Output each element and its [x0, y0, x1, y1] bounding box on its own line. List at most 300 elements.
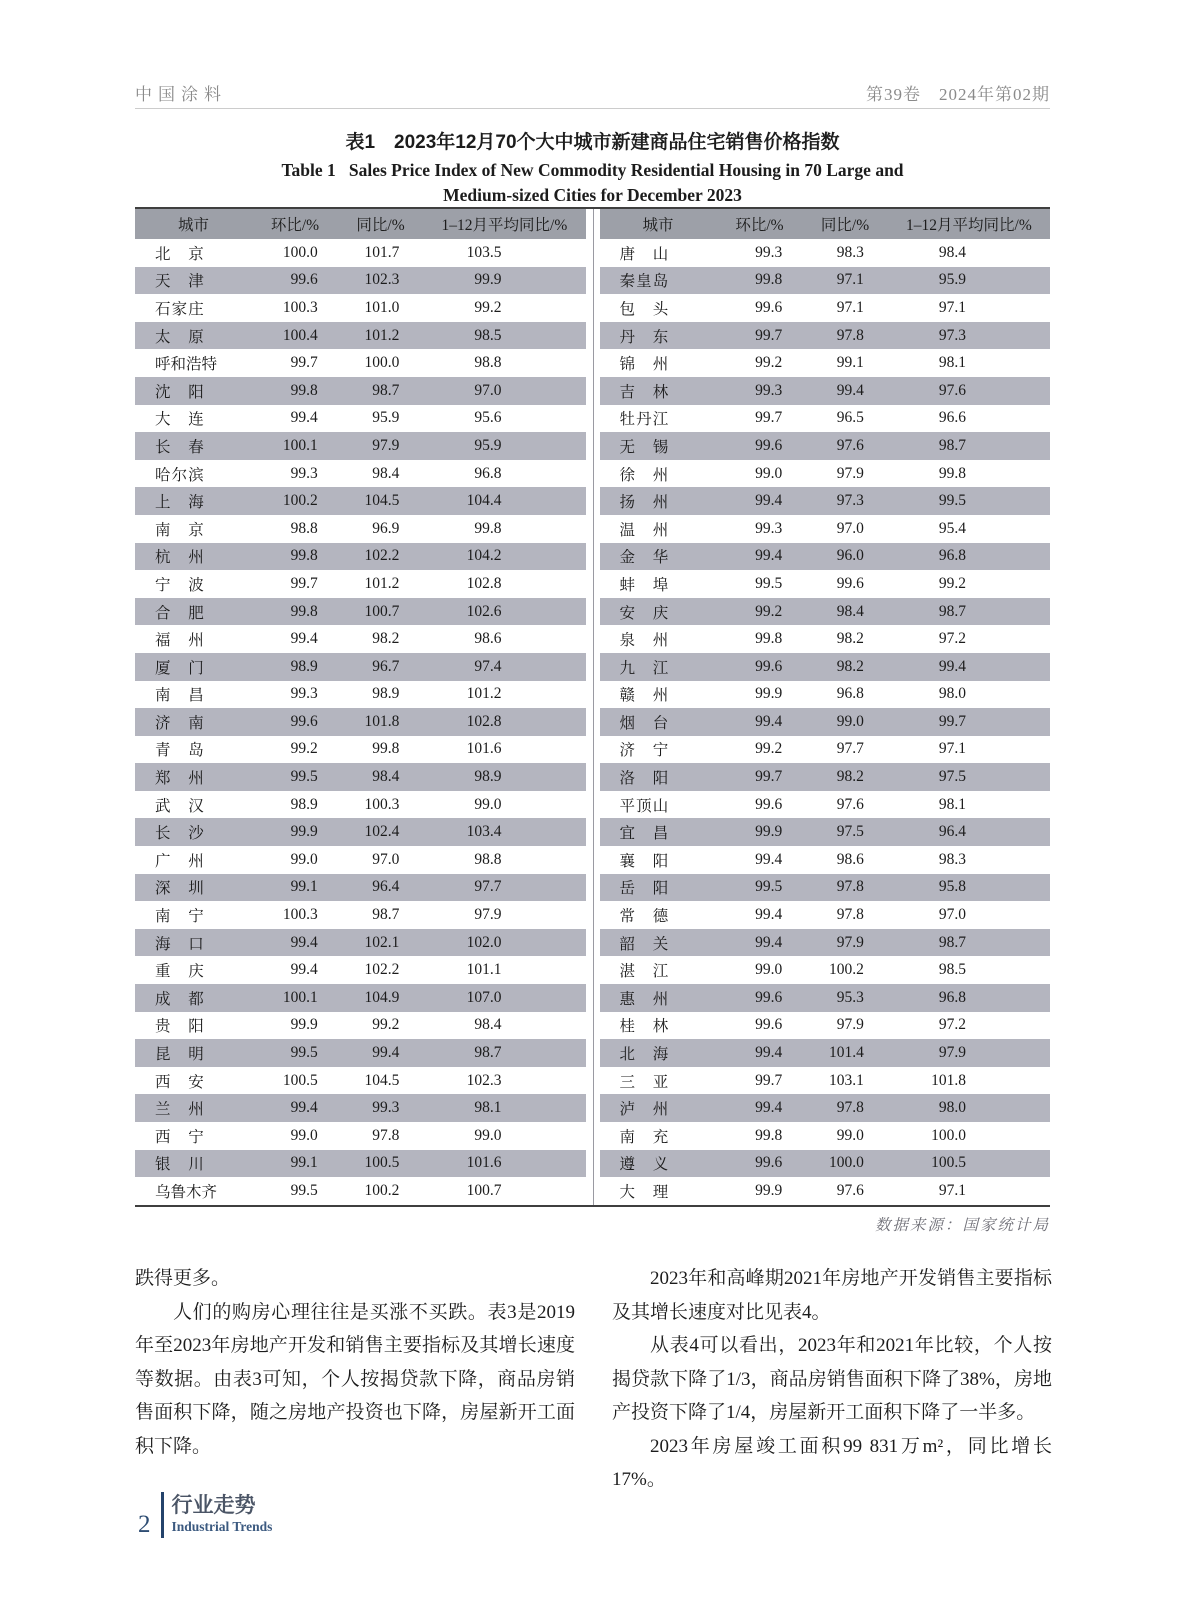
table-row — [600, 1177, 1051, 1205]
value-cell: 100.0 — [364, 354, 400, 372]
value-cell: 97.0 — [474, 381, 502, 399]
value-cell: 98.1 — [938, 354, 966, 372]
city-cell — [135, 929, 252, 957]
table-row — [600, 874, 1051, 902]
table-row — [135, 432, 586, 460]
table-row — [600, 460, 1051, 488]
table-row — [600, 1012, 1051, 1040]
table-row — [600, 1150, 1051, 1178]
city-cell — [600, 1150, 717, 1178]
value-cell: 99.4 — [755, 933, 783, 951]
city-cell — [600, 1177, 717, 1205]
value-cell: 100.3 — [282, 906, 318, 924]
value-cell: 95.6 — [474, 409, 502, 427]
table-row — [600, 681, 1051, 709]
table-row — [600, 349, 1051, 377]
value-cell: 103.4 — [466, 823, 502, 841]
table-row — [135, 984, 586, 1012]
table-row — [135, 791, 586, 819]
value-cell: 101.8 — [364, 712, 400, 730]
value-cell: 98.7 — [938, 602, 966, 620]
value-cell: 100.0 — [828, 1154, 864, 1172]
value-cell: 97.9 — [836, 464, 864, 482]
table-right-half — [593, 209, 1051, 1205]
value-cell: 97.3 — [836, 492, 864, 510]
value-cell: 97.9 — [836, 1016, 864, 1034]
table-row — [600, 322, 1051, 350]
table-title-zh: 表1 2023年12月70个大中城市新建商品住宅销售价格指数 — [345, 132, 840, 153]
value-cell: 103.1 — [828, 1071, 864, 1089]
value-cell: 97.9 — [938, 1044, 966, 1062]
value-cell: 97.9 — [372, 436, 400, 454]
city-name: 广州 — [155, 852, 204, 870]
value-cell: 98.7 — [372, 906, 400, 924]
value-cell: 99.4 — [290, 1099, 318, 1117]
city-cell — [135, 846, 252, 874]
city-name: 重庆 — [155, 963, 204, 981]
city-name: 金华 — [619, 549, 669, 567]
city-cell — [135, 460, 252, 488]
city-name: 上海 — [155, 494, 204, 512]
value-cell: 99.5 — [290, 1181, 318, 1199]
value-cell: 99.9 — [755, 685, 783, 703]
city-name: 昆明 — [155, 1046, 204, 1064]
value-cell: 99.2 — [290, 740, 318, 758]
value-cell: 102.8 — [466, 712, 502, 730]
city-cell — [135, 1012, 252, 1040]
value-cell: 101.0 — [364, 298, 400, 316]
value-cell: 98.4 — [938, 243, 966, 261]
city-name: 九江 — [619, 659, 669, 677]
city-cell — [135, 736, 252, 764]
value-cell: 102.0 — [466, 933, 502, 951]
table-row — [135, 294, 586, 322]
value-cell: 99.9 — [755, 823, 783, 841]
value-cell: 99.4 — [836, 381, 864, 399]
column-header: 环比/% — [252, 209, 338, 239]
value-cell: 101.7 — [364, 243, 400, 261]
city-cell — [135, 515, 252, 543]
value-cell: 97.6 — [836, 795, 864, 813]
city-cell — [135, 791, 252, 819]
table-row — [600, 791, 1051, 819]
value-cell: 99.0 — [290, 1126, 318, 1144]
value-cell: 99.7 — [755, 1071, 783, 1089]
table-row — [600, 901, 1051, 929]
value-cell: 96.8 — [938, 988, 966, 1006]
paragraph: 2023年房屋竣工面积99 831万m²，同比增长17%。 — [612, 1435, 1052, 1490]
city-cell — [600, 956, 717, 984]
value-cell: 99.4 — [755, 1099, 783, 1117]
city-name: 无锡 — [619, 438, 669, 456]
value-cell: 99.7 — [755, 768, 783, 786]
city-cell — [600, 1039, 717, 1067]
city-name: 济宁 — [619, 742, 669, 760]
city-name: 秦皇岛 — [619, 273, 669, 291]
city-cell — [600, 1067, 717, 1095]
city-cell — [600, 901, 717, 929]
city-name: 济南 — [155, 714, 204, 732]
value-cell: 99.6 — [755, 1154, 783, 1172]
value-cell: 99.0 — [474, 1126, 502, 1144]
value-cell: 98.4 — [372, 768, 400, 786]
value-cell: 99.3 — [290, 464, 318, 482]
value-cell: 97.6 — [836, 1181, 864, 1199]
city-cell — [600, 487, 717, 515]
city-cell — [600, 708, 717, 736]
city-cell — [135, 763, 252, 791]
city-name: 蚌埠 — [619, 576, 669, 594]
value-cell: 107.0 — [466, 988, 502, 1006]
city-name: 湛江 — [619, 963, 669, 981]
city-name: 遵义 — [619, 1156, 669, 1174]
value-cell: 100.1 — [282, 988, 318, 1006]
value-cell: 104.4 — [466, 492, 502, 510]
value-cell: 98.7 — [938, 436, 966, 454]
table-row — [135, 818, 586, 846]
value-cell: 101.2 — [364, 326, 400, 344]
city-cell — [135, 432, 252, 460]
city-cell — [600, 570, 717, 598]
table-title-en-line1: Table 1 Sales Price Index of New Commodity Residential Housing in 70 Large and — [281, 160, 904, 180]
value-cell: 97.2 — [938, 630, 966, 648]
value-cell: 98.7 — [938, 933, 966, 951]
city-cell — [600, 432, 717, 460]
table-row — [600, 1122, 1051, 1150]
city-cell — [135, 1177, 252, 1205]
city-cell — [600, 267, 717, 295]
table-row — [135, 598, 586, 626]
value-cell: 100.2 — [828, 961, 864, 979]
value-cell: 99.3 — [290, 685, 318, 703]
value-cell: 100.7 — [364, 602, 400, 620]
city-cell — [600, 763, 717, 791]
value-cell: 100.0 — [931, 1126, 966, 1144]
table-row — [600, 984, 1051, 1012]
city-cell — [600, 984, 717, 1012]
city-cell — [600, 736, 717, 764]
value-cell: 99.5 — [755, 574, 783, 592]
value-cell: 103.5 — [466, 243, 502, 261]
table-row — [600, 818, 1051, 846]
value-cell: 96.8 — [836, 685, 864, 703]
city-name: 泸州 — [619, 1101, 669, 1119]
value-cell: 101.6 — [466, 740, 502, 758]
table-row — [135, 625, 586, 653]
city-cell — [135, 653, 252, 681]
value-cell: 101.2 — [466, 685, 502, 703]
city-name: 杭州 — [155, 549, 204, 567]
value-cell: 95.3 — [836, 988, 864, 1006]
value-cell: 98.4 — [372, 464, 400, 482]
value-cell: 99.8 — [755, 271, 783, 289]
table-row — [600, 377, 1051, 405]
city-name: 石家庄 — [155, 300, 204, 318]
city-cell — [600, 791, 717, 819]
value-cell: 100.5 — [282, 1071, 318, 1089]
value-cell: 97.8 — [836, 906, 864, 924]
value-cell: 99.3 — [755, 243, 783, 261]
value-cell: 99.6 — [290, 712, 318, 730]
value-cell: 95.4 — [938, 519, 966, 537]
city-name: 韶关 — [619, 935, 669, 953]
table-row — [600, 956, 1051, 984]
value-cell: 99.7 — [755, 409, 783, 427]
value-cell: 100.0 — [282, 243, 318, 261]
value-cell: 97.8 — [836, 326, 864, 344]
value-cell: 99.3 — [372, 1099, 400, 1117]
value-cell: 98.2 — [372, 630, 400, 648]
city-name: 呼和浩特 — [155, 356, 218, 374]
value-cell: 99.6 — [755, 298, 783, 316]
volume-issue: 第39卷 2024年第02期 — [866, 85, 1050, 104]
city-cell — [135, 1067, 252, 1095]
value-cell: 98.3 — [938, 850, 966, 868]
value-cell: 100.2 — [282, 492, 318, 510]
value-cell: 99.8 — [474, 519, 502, 537]
header-rule — [135, 108, 1050, 109]
value-cell: 99.3 — [755, 381, 783, 399]
paragraph: 跌得更多。 — [135, 1268, 231, 1289]
table-row — [600, 708, 1051, 736]
table-row — [600, 515, 1051, 543]
city-cell — [600, 874, 717, 902]
city-name: 桂林 — [619, 1018, 669, 1036]
value-cell: 100.2 — [364, 1181, 400, 1199]
value-cell: 98.5 — [474, 326, 502, 344]
value-cell: 97.1 — [938, 1181, 966, 1199]
value-cell: 99.4 — [372, 1044, 400, 1062]
city-name: 福州 — [155, 632, 204, 650]
table-row — [600, 543, 1051, 571]
city-cell — [600, 543, 717, 571]
city-cell — [600, 598, 717, 626]
city-name: 北京 — [155, 245, 204, 263]
table-row — [600, 1039, 1051, 1067]
city-name: 烟台 — [619, 714, 669, 732]
city-name: 徐州 — [619, 466, 669, 484]
value-cell: 96.9 — [372, 519, 400, 537]
city-cell — [135, 1094, 252, 1122]
city-name: 武汉 — [155, 797, 204, 815]
value-cell: 97.8 — [836, 878, 864, 896]
value-cell: 98.6 — [474, 630, 502, 648]
value-cell: 99.6 — [290, 271, 318, 289]
value-cell: 97.7 — [474, 878, 502, 896]
value-cell: 97.4 — [474, 657, 502, 675]
value-cell: 96.4 — [938, 823, 966, 841]
city-cell — [600, 239, 717, 267]
table-row — [600, 570, 1051, 598]
paragraph: 从表4可以看出，2023年和2021年比较，个人按揭贷款下降了1/3，商品房销售面积下降了38%，房地产投资下降了1/4，房屋新开工面积下降了一半多。 — [612, 1335, 1052, 1423]
table-row — [600, 1067, 1051, 1095]
city-cell — [600, 1012, 717, 1040]
city-cell — [135, 377, 252, 405]
table-row — [135, 267, 586, 295]
city-name: 银川 — [155, 1156, 204, 1174]
value-cell: 97.9 — [474, 906, 502, 924]
data-source-note: 数据来源：国家统计局 — [874, 1217, 1050, 1234]
city-name: 包头 — [619, 300, 669, 318]
value-cell: 100.7 — [466, 1181, 502, 1199]
table-row — [135, 929, 586, 957]
value-cell: 98.1 — [938, 795, 966, 813]
city-cell — [135, 1039, 252, 1067]
table-row — [135, 487, 586, 515]
value-cell: 96.5 — [836, 409, 864, 427]
value-cell: 99.9 — [755, 1181, 783, 1199]
city-cell — [135, 267, 252, 295]
table-row — [600, 598, 1051, 626]
table-row — [135, 1177, 586, 1205]
value-cell: 97.0 — [836, 519, 864, 537]
value-cell: 98.2 — [836, 657, 864, 675]
value-cell: 97.9 — [836, 933, 864, 951]
table-row — [600, 846, 1051, 874]
value-cell: 99.4 — [755, 906, 783, 924]
body-left-column — [135, 1262, 575, 1497]
value-cell: 99.9 — [290, 823, 318, 841]
value-cell: 99.3 — [755, 519, 783, 537]
city-cell — [600, 294, 717, 322]
value-cell: 99.4 — [290, 630, 318, 648]
value-cell: 98.9 — [474, 768, 502, 786]
table-row — [135, 377, 586, 405]
city-cell — [135, 956, 252, 984]
city-cell — [135, 1150, 252, 1178]
value-cell: 99.6 — [755, 988, 783, 1006]
value-cell: 99.6 — [755, 657, 783, 675]
table-row — [600, 929, 1051, 957]
value-cell: 99.8 — [755, 1126, 783, 1144]
column-header: 城市 — [600, 209, 717, 239]
table-row — [135, 1094, 586, 1122]
value-cell: 99.5 — [290, 768, 318, 786]
value-cell: 99.8 — [290, 602, 318, 620]
city-name: 扬州 — [619, 494, 669, 512]
value-cell: 100.5 — [931, 1154, 966, 1172]
value-cell: 99.4 — [755, 492, 783, 510]
city-cell — [135, 322, 252, 350]
value-cell: 99.2 — [474, 298, 502, 316]
table-right-body — [600, 239, 1051, 1205]
table-row — [135, 239, 586, 267]
city-name: 大理 — [619, 1183, 669, 1201]
table-header-row — [600, 209, 1051, 239]
value-cell: 96.6 — [938, 409, 966, 427]
value-cell: 99.9 — [474, 271, 502, 289]
value-cell: 102.2 — [364, 547, 400, 565]
table-row — [600, 487, 1051, 515]
value-cell: 101.6 — [466, 1154, 502, 1172]
table-header-row — [135, 209, 586, 239]
city-name: 丹东 — [619, 328, 669, 346]
table-row — [135, 736, 586, 764]
value-cell: 96.8 — [938, 547, 966, 565]
table-row — [600, 763, 1051, 791]
city-name: 乌鲁木齐 — [155, 1183, 218, 1201]
value-cell: 99.5 — [938, 492, 966, 510]
value-cell: 97.6 — [836, 436, 864, 454]
value-cell: 99.1 — [290, 878, 318, 896]
value-cell: 98.9 — [290, 657, 318, 675]
value-cell: 104.5 — [364, 492, 400, 510]
value-cell: 96.7 — [372, 657, 400, 675]
value-cell: 97.1 — [836, 271, 864, 289]
value-cell: 102.3 — [364, 271, 400, 289]
value-cell: 99.8 — [290, 381, 318, 399]
value-cell: 99.2 — [755, 354, 783, 372]
city-cell — [135, 984, 252, 1012]
city-cell — [600, 349, 717, 377]
column-header: 城市 — [135, 209, 252, 239]
value-cell: 99.6 — [755, 1016, 783, 1034]
value-cell: 99.2 — [755, 602, 783, 620]
city-name: 海口 — [155, 935, 204, 953]
city-name: 西安 — [155, 1073, 204, 1091]
value-cell: 97.5 — [836, 823, 864, 841]
city-cell — [600, 681, 717, 709]
table-row — [135, 405, 586, 433]
value-cell: 99.8 — [938, 464, 966, 482]
value-cell: 99.4 — [290, 933, 318, 951]
value-cell: 101.8 — [931, 1071, 966, 1089]
table-row — [135, 1122, 586, 1150]
value-cell: 101.1 — [466, 961, 502, 979]
value-cell: 96.8 — [474, 464, 502, 482]
section-name-en: Industrial Trends — [171, 1519, 273, 1534]
value-cell: 100.5 — [364, 1154, 400, 1172]
value-cell: 98.0 — [938, 1099, 966, 1117]
value-cell: 99.0 — [755, 961, 783, 979]
value-cell: 98.4 — [836, 602, 864, 620]
value-cell: 98.2 — [836, 768, 864, 786]
value-cell: 99.4 — [755, 712, 783, 730]
value-cell: 97.6 — [938, 381, 966, 399]
table-row — [135, 570, 586, 598]
section-name-zh: 行业走势 — [171, 1494, 256, 1517]
table-title-en-line2: Medium-sized Cities for December 2023 — [443, 185, 742, 205]
city-cell — [600, 377, 717, 405]
city-cell — [135, 1122, 252, 1150]
city-cell — [135, 487, 252, 515]
city-cell — [135, 349, 252, 377]
value-cell: 99.4 — [290, 961, 318, 979]
table-titles — [135, 128, 1050, 208]
city-name: 青岛 — [155, 742, 204, 760]
city-cell — [600, 405, 717, 433]
paragraph: 2023年和高峰期2021年房地产开发销售主要指标及其增长速度对比见表4。 — [612, 1268, 1052, 1323]
table-row — [600, 239, 1051, 267]
city-name: 贵阳 — [155, 1018, 204, 1036]
table-row — [135, 1012, 586, 1040]
value-cell: 98.4 — [474, 1016, 502, 1034]
value-cell: 99.5 — [290, 1044, 318, 1062]
value-cell: 99.7 — [755, 326, 783, 344]
city-name: 平顶山 — [619, 797, 669, 815]
city-name: 天津 — [155, 273, 204, 291]
table-left-body — [135, 239, 586, 1205]
table-row — [135, 901, 586, 929]
city-name: 赣州 — [619, 687, 669, 705]
table-row — [135, 349, 586, 377]
table-row — [600, 625, 1051, 653]
footer-accent-bar — [161, 1492, 164, 1538]
page-header — [135, 80, 1050, 105]
city-name: 长沙 — [155, 825, 204, 843]
city-cell — [135, 239, 252, 267]
value-cell: 102.6 — [466, 602, 502, 620]
